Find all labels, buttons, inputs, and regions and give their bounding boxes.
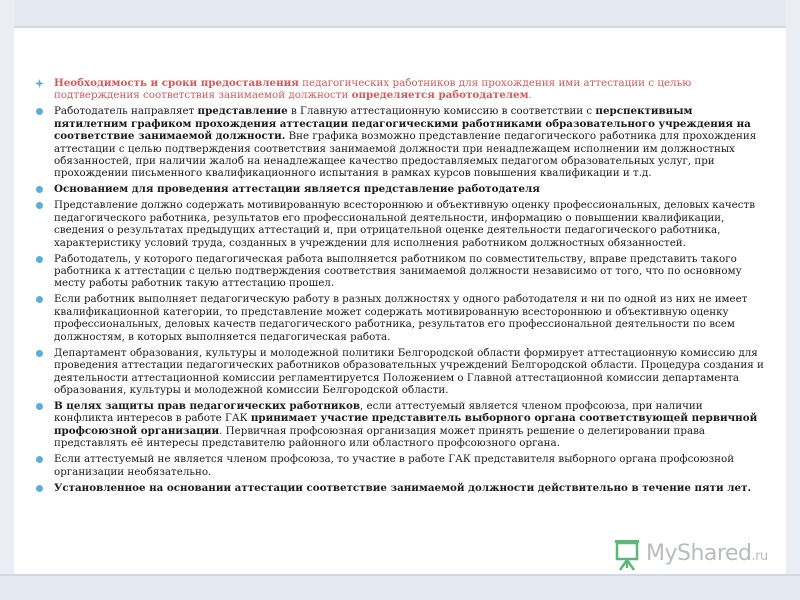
- bold-text: Установленное на основании аттестации соответствие занимаемой должности действительно в течение пяти лет.: [54, 481, 752, 494]
- list-item: [34, 400, 764, 450]
- bold-text: В целях защиты прав педагогических работников: [54, 399, 361, 412]
- dot-bullet-icon: [36, 403, 43, 410]
- text: .: [528, 89, 532, 102]
- slide: [24, 40, 776, 566]
- list-item: [34, 453, 764, 478]
- list-item: [34, 253, 764, 290]
- text: в Главную аттестационную комиссию в соответствии с: [287, 105, 596, 118]
- text: педагогических работников для прохождения ими аттестации с целью подтверждения соответствия занимаемой должности: [54, 77, 692, 102]
- dot-bullet-icon: [36, 186, 43, 193]
- watermark-logo: [608, 538, 768, 572]
- text: Работодатель, у которого педагогическая работа выполняется работником по совместительству, вправе представить такого работника к аттестации с целью подтверждения соответствия занимаемой должности независимо от того, что по основному месту работы работник такую аттестацию прошел.: [54, 252, 742, 290]
- bold-text: определяется работодателем: [351, 89, 529, 102]
- frame-bottom: [0, 574, 800, 600]
- frame-left: [0, 0, 14, 600]
- watermark-text: [646, 541, 768, 566]
- frame-right: [786, 0, 800, 600]
- list-item: [34, 77, 764, 102]
- text: Если аттестуемый не является членом профсоюза, то участие в работе ГАК представителя выборного органа профсоюзной организации необязательно.: [54, 453, 735, 478]
- list-item: [34, 105, 764, 179]
- watermark-name: MyShared: [646, 541, 752, 566]
- dot-bullet-icon: [36, 485, 43, 492]
- frame-top: [0, 0, 800, 28]
- dot-bullet-icon: [36, 256, 43, 263]
- text: Представление должно содержать мотивированную всестороннюю и объективную оценку профессиональных, деловых качеств педагогического работника, результатов его профессиональной деятельности, информацию о повышении квалификации, сведения о результатах предыдущих аттестаций и, при отрицательной оценке деятельности педагогического работника, характеристику условий труда, созданных в учреждении для исполнения работником должностных обязанностей.: [54, 199, 756, 249]
- text: Вне графика возможно представление педагогического работника для прохождения аттестации с целью подтверждения соответствия занимаемой должности при ненадлежащем исполнении им должностных обязанностей, при наличии жалоб на ненадлежащее качество предоставляемых педагогом образовательных услуг, при прохождении письменного квалификационного испытания в рамках курсов повышения квалификации и т.д.: [54, 130, 757, 180]
- bold-text: Основанием для проведения аттестации является представление работодателя: [54, 183, 540, 196]
- text: Если работник выполняет педагогическую работу в разных должностях у одного работодателя и ни по одной из них не имеет квалификационной категории, то представление может содержать мотивированную всестороннюю и объективную оценку профессиональных, деловых качеств педагогического работника, результатов его профессиональной деятельности по всем должностям, в которых выполняется педагогическая работа.: [54, 293, 748, 343]
- text: Департамент образования, культуры и молодежной политики Белгородской области формирует аттестационную комиссию для проведения аттестации педагогических работников образовательных учреждений Белгородской области. Процедура создания и деятельности аттестационной комиссии регламентируется Положением о Главной аттестационной комиссии департамента образования, культуры и молодежной комиссии Белгородской области.: [54, 346, 764, 396]
- bold-text: перспективным пятилетним графиком прохождения аттестации педагогическими работниками образовательного учреждения на соответствие занимаемой должности.: [54, 105, 751, 143]
- dot-bullet-icon: [36, 296, 43, 303]
- bullet-list: [34, 77, 764, 498]
- bold-text: представление: [197, 105, 288, 118]
- list-item: [34, 482, 764, 494]
- dot-bullet-icon: [36, 108, 43, 115]
- list-item: [34, 183, 764, 195]
- text: . Первичная профсоюзная организация может принять решение о делегировании права представлять её интересы представителю районного или областного профсоюзного органа.: [54, 424, 706, 450]
- diamond-bullet-icon: [35, 79, 44, 88]
- dot-bullet-icon: [36, 202, 43, 209]
- text: Работодатель направляет: [54, 105, 198, 118]
- list-item: [34, 293, 764, 343]
- bold-text: принимает участие представитель выборного органа соответствующей первичной профсоюзной организации: [54, 412, 758, 437]
- list-item: [34, 199, 764, 249]
- presentation-board-icon: [612, 538, 642, 572]
- text: , если аттестуемый является членом профсоюза, при наличии конфликта интересов в работе ГАК: [54, 399, 703, 425]
- watermark-suffix: .ru: [751, 549, 768, 564]
- dot-bullet-icon: [36, 456, 43, 463]
- list-item: [34, 347, 764, 397]
- dot-bullet-icon: [36, 350, 43, 357]
- bold-text: Необходимость и сроки предоставления: [54, 77, 299, 89]
